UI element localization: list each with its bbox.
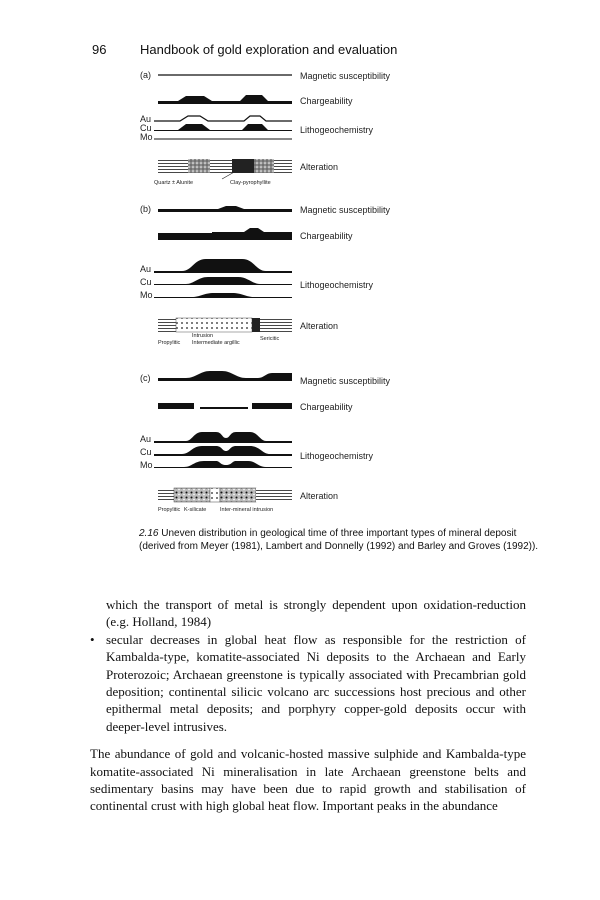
panel-a-alteration-zone-3 bbox=[210, 159, 232, 173]
panel-a-label: (a) bbox=[140, 70, 151, 80]
panel-b-alteration-zone-1 bbox=[158, 318, 176, 332]
panel-b-au-profile bbox=[154, 259, 292, 273]
panel-c-au-profile bbox=[154, 432, 292, 443]
panel-c-alteration-zone-4 bbox=[220, 488, 256, 502]
panel-b-note-propylitic: Propylitic bbox=[158, 340, 181, 346]
panel-b-note-argillic: Intermediate argillic bbox=[192, 340, 240, 346]
panel-c-alteration-zone-5 bbox=[256, 488, 292, 502]
bullet-item: • secular decreases in global heat flow as responsible for the restriction of Kambalda-type, komatite-associated Ni deposits to the Archaean and Early Proterozoic; Archaean greenstone is typically associated with Precambrian gold deposition; continental silicic volcano arc successions host precious and other epithermal metal deposits; and porphyry copper-gold deposits occur with deeper-level intrusives. bbox=[90, 631, 526, 735]
panel-a-magnetic-label: Magnetic susceptibility bbox=[300, 71, 391, 81]
panel-c-magnetic-label: Magnetic susceptibility bbox=[300, 376, 391, 386]
panel-c-label: (c) bbox=[140, 373, 151, 383]
panel-b-alteration-zone-2 bbox=[176, 318, 252, 332]
panel-b-note-intrusion: Intrusion bbox=[192, 333, 214, 339]
figure-caption bbox=[139, 527, 539, 553]
panel-a-au-label: Au bbox=[140, 114, 152, 124]
panel-c-chargeability-label: Chargeability bbox=[300, 402, 353, 412]
panel-c-note-ksilicate: K-silicate bbox=[184, 507, 207, 513]
panel-b-magnetic-profile bbox=[158, 206, 292, 212]
panel-a-alteration-zone-5 bbox=[254, 159, 274, 173]
panel-b-mo-profile bbox=[154, 293, 292, 298]
panel-b-alteration-label: Alteration bbox=[300, 321, 339, 331]
panel-b-alteration-zone-3 bbox=[252, 318, 260, 332]
panel-c-chargeability-profile bbox=[158, 403, 292, 409]
running-title: Handbook of gold exploration and evaluation bbox=[140, 42, 398, 57]
running-header bbox=[92, 42, 512, 57]
panel-c-au-label: Au bbox=[140, 434, 152, 444]
panel-c-magnetic-profile bbox=[158, 371, 292, 381]
body-paragraph: The abundance of gold and volcanic-hosted massive sulphide and Kambalda-type komatite-associated Ni mineralisation in late Archaean greenstone belts and sedimentary basins may have been due to rapid growth and stabilisation of continental crust with high global heat flow. Important peaks in the abundance bbox=[90, 746, 526, 814]
panel-a-chargeability-label: Chargeability bbox=[300, 96, 353, 106]
panel-a-alteration-label: Alteration bbox=[300, 162, 339, 172]
panel-c-note-propylitic: Propylitic bbox=[158, 507, 181, 513]
panel-a-alteration-zone-2 bbox=[188, 159, 210, 173]
panel-a-note-quartz: Quartz ± Alunite bbox=[154, 180, 194, 186]
panel-c-cu-label: Cu bbox=[140, 447, 152, 457]
figure-diagram bbox=[120, 66, 520, 521]
figure-number: 2.16 bbox=[139, 528, 159, 539]
continuation-paragraph: which the transport of metal is strongly dependent upon oxidation-reduction (e.g. Holland, 1984) bbox=[106, 597, 526, 630]
panel-a-mo-label: Mo bbox=[140, 132, 153, 142]
figure-2-16 bbox=[120, 66, 520, 521]
panel-c-alteration-zone-2 bbox=[174, 488, 210, 502]
panel-c-litho-label: Lithogeochemistry bbox=[300, 451, 374, 461]
panel-a-au-profile bbox=[154, 116, 292, 121]
panel-c-alteration-zone-3 bbox=[210, 488, 220, 502]
panel-a-chargeability-profile bbox=[158, 95, 292, 104]
page-number: 96 bbox=[92, 42, 107, 57]
panel-b-label: (b) bbox=[140, 204, 151, 214]
body-text bbox=[90, 596, 526, 815]
bullet-list bbox=[90, 631, 526, 735]
panel-a-alteration-zone-1 bbox=[158, 159, 188, 173]
panel-c-cu-profile bbox=[154, 446, 292, 456]
panel-b-note-sericitic: Sericitic bbox=[260, 336, 280, 342]
figure-caption-text: Uneven distribution in geological time of three important types of mineral deposit (derived from Meyer (1981), Lambert and Donnelly (1992) and Barley and Groves (1992)). bbox=[139, 528, 539, 552]
panel-b-magnetic-label: Magnetic susceptibility bbox=[300, 205, 391, 215]
panel-b bbox=[140, 204, 391, 346]
panel-a-note-clay: Clay-pyrophyllite bbox=[230, 180, 271, 186]
panel-b-alteration-zone-4 bbox=[260, 318, 292, 332]
panel-b-cu-label: Cu bbox=[140, 277, 152, 287]
panel-a bbox=[140, 70, 391, 186]
panel-c-note-intermineral: Inter-mineral intrusion bbox=[220, 507, 274, 513]
panel-b-litho-label: Lithogeochemistry bbox=[300, 280, 374, 290]
panel-b-cu-profile bbox=[154, 277, 292, 285]
panel-c-alteration-label: Alteration bbox=[300, 491, 339, 501]
panel-a-cu-label: Cu bbox=[140, 123, 152, 133]
panel-b-au-label: Au bbox=[140, 264, 152, 274]
panel-b-mo-label: Mo bbox=[140, 290, 153, 300]
panel-b-chargeability-profile bbox=[158, 228, 292, 240]
panel-c-mo-profile bbox=[154, 461, 292, 468]
panel-c-mo-label: Mo bbox=[140, 460, 153, 470]
panel-c bbox=[140, 371, 391, 513]
panel-a-alteration-zone-6 bbox=[274, 159, 292, 173]
panel-b-chargeability-label: Chargeability bbox=[300, 231, 353, 241]
panel-a-alteration-zone-4 bbox=[232, 159, 254, 173]
panel-a-litho-label: Lithogeochemistry bbox=[300, 125, 374, 135]
panel-c-alteration-zone-1 bbox=[158, 488, 174, 502]
panel-a-cu-profile bbox=[154, 124, 292, 131]
